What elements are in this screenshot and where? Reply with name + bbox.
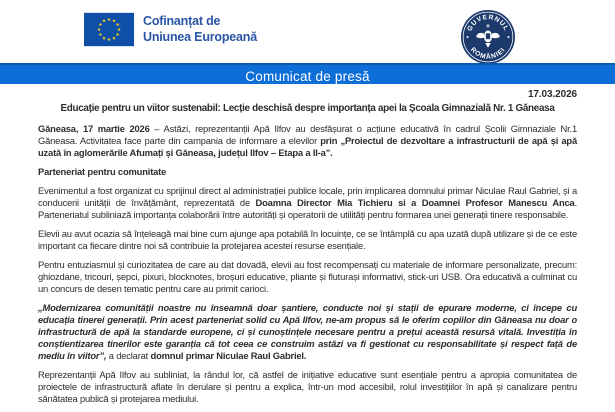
eu-flag-icon	[84, 12, 134, 47]
page-title: Educație pentru un viitor sustenabil: Lecție deschisă despre importanța apei la Școala Gimnazială Nr. 1 Găneasa	[60, 103, 555, 114]
romanian-government-seal-icon	[461, 10, 515, 64]
paragraph-reprezentanti	[38, 369, 577, 405]
press-release-banner	[0, 63, 615, 84]
text-run: Pentru entuziasmul și curiozitatea de care au dat dovadă, elevii au fost recompensați cu materiale de informare personalizate, precum: ghiozdane, tricouri, șepci, pixuri, blocknotes, broșuri educative, pliante și fluturași informativi, stick-uri USB. Ora educativă a culminat cu un concurs de desen tematic pentru care au primit carioci.	[38, 259, 577, 294]
paragraph-materiale	[38, 259, 577, 295]
text-run: prin „Proiectul de dezvoltare a infrastructurii de apă și apă uzată în aglomerările Afumați și Găneasa, județul Ilfov – Etapa a II-a”.	[38, 135, 577, 158]
banner-title: Comunicat de presă	[245, 69, 370, 84]
text-run: Găneasa, 17 martie 2026	[38, 123, 150, 134]
paragraph-intro	[38, 123, 577, 159]
text-run: – Astăzi, reprezentanții Apă Ilfov au desfășurat o acțiune educativă în cadrul Școlii Gimnaziale Nr.1 Găneasa. Activitatea face parte din campania de informare a elevilor	[38, 123, 577, 146]
text-run: a declarat	[106, 350, 151, 361]
text-run: Parteneriat pentru comunitate	[38, 166, 167, 177]
paragraph-eveniment	[38, 185, 577, 221]
text-run: domnul primar Niculae Raul Gabriel.	[150, 350, 307, 361]
text-run: . Parteneriatul subliniază importanța colaborării între autorități și operatorii de utilități pentru formarea unei generații tinere responsabile.	[38, 197, 577, 220]
text-run: „Modernizarea comunității noastre nu înseamnă doar șantiere, conducte noi și stații de epurare moderne, ci începe cu educația tinerei generații. Prin acest parteneriat solid cu Apă Ilfov, ne-am propus să le oferim copiilor din Găneasa nu doar o infrastructură de apă la standarde europene, ci și cunoștințele necesare pentru a prețui această resursă vitală. Investiția în conștientizarea tinerilor este garanția că tot ceea ce construim astăzi va fi gestionat cu responsabilitate și respect față de mediu în viitor”,	[38, 302, 577, 361]
eu-cofunded-line1: Cofinanțat de	[143, 14, 221, 28]
document-body	[38, 123, 577, 405]
document-content	[38, 84, 577, 412]
date: 17.03.2026	[527, 89, 577, 100]
seal-bottom-text: ROMÂNIEI	[468, 46, 508, 61]
paragraph-elevi	[38, 228, 577, 252]
text-run: Reprezentanții Apă Ilfov au subliniat, la rândul lor, că astfel de inițiative educative sunt esențiale pentru a apropia comunitatea de proiectele de infrastructură aflate în derulare și pentru a explica, într-un mod accesibil, rolul investițiilor în apă și canalizare pentru sănătatea publică și protejarea mediului.	[38, 369, 577, 404]
paragraph-citat-primar	[38, 302, 577, 362]
text-run: Elevii au avut ocazia să înțeleagă mai bine cum ajunge apa potabilă în locuințe, ce se întâmplă cu apa uzată după utilizare și de ce este important ca fiecare dintre noi să contribuie la protejarea acestei resurse esențiale.	[38, 228, 577, 251]
text-run: Doamna Director Mia Tichieru si a Doamnei Profesor Manescu Anca	[255, 197, 575, 208]
text-run: Evenimentul a fost organizat cu sprijinul direct al administrației publice locale, prin implicarea domnului primar Niculae Raul Gabriel, și a conducerii unității de învățământ, reprezentată de	[38, 185, 577, 208]
eu-cofunded-label	[143, 13, 257, 45]
section-heading-parteneriat	[38, 166, 577, 178]
seal-top-text: GUVERNUL	[466, 14, 510, 33]
eu-cofunded-line2: Uniunea Europeană	[143, 30, 257, 44]
